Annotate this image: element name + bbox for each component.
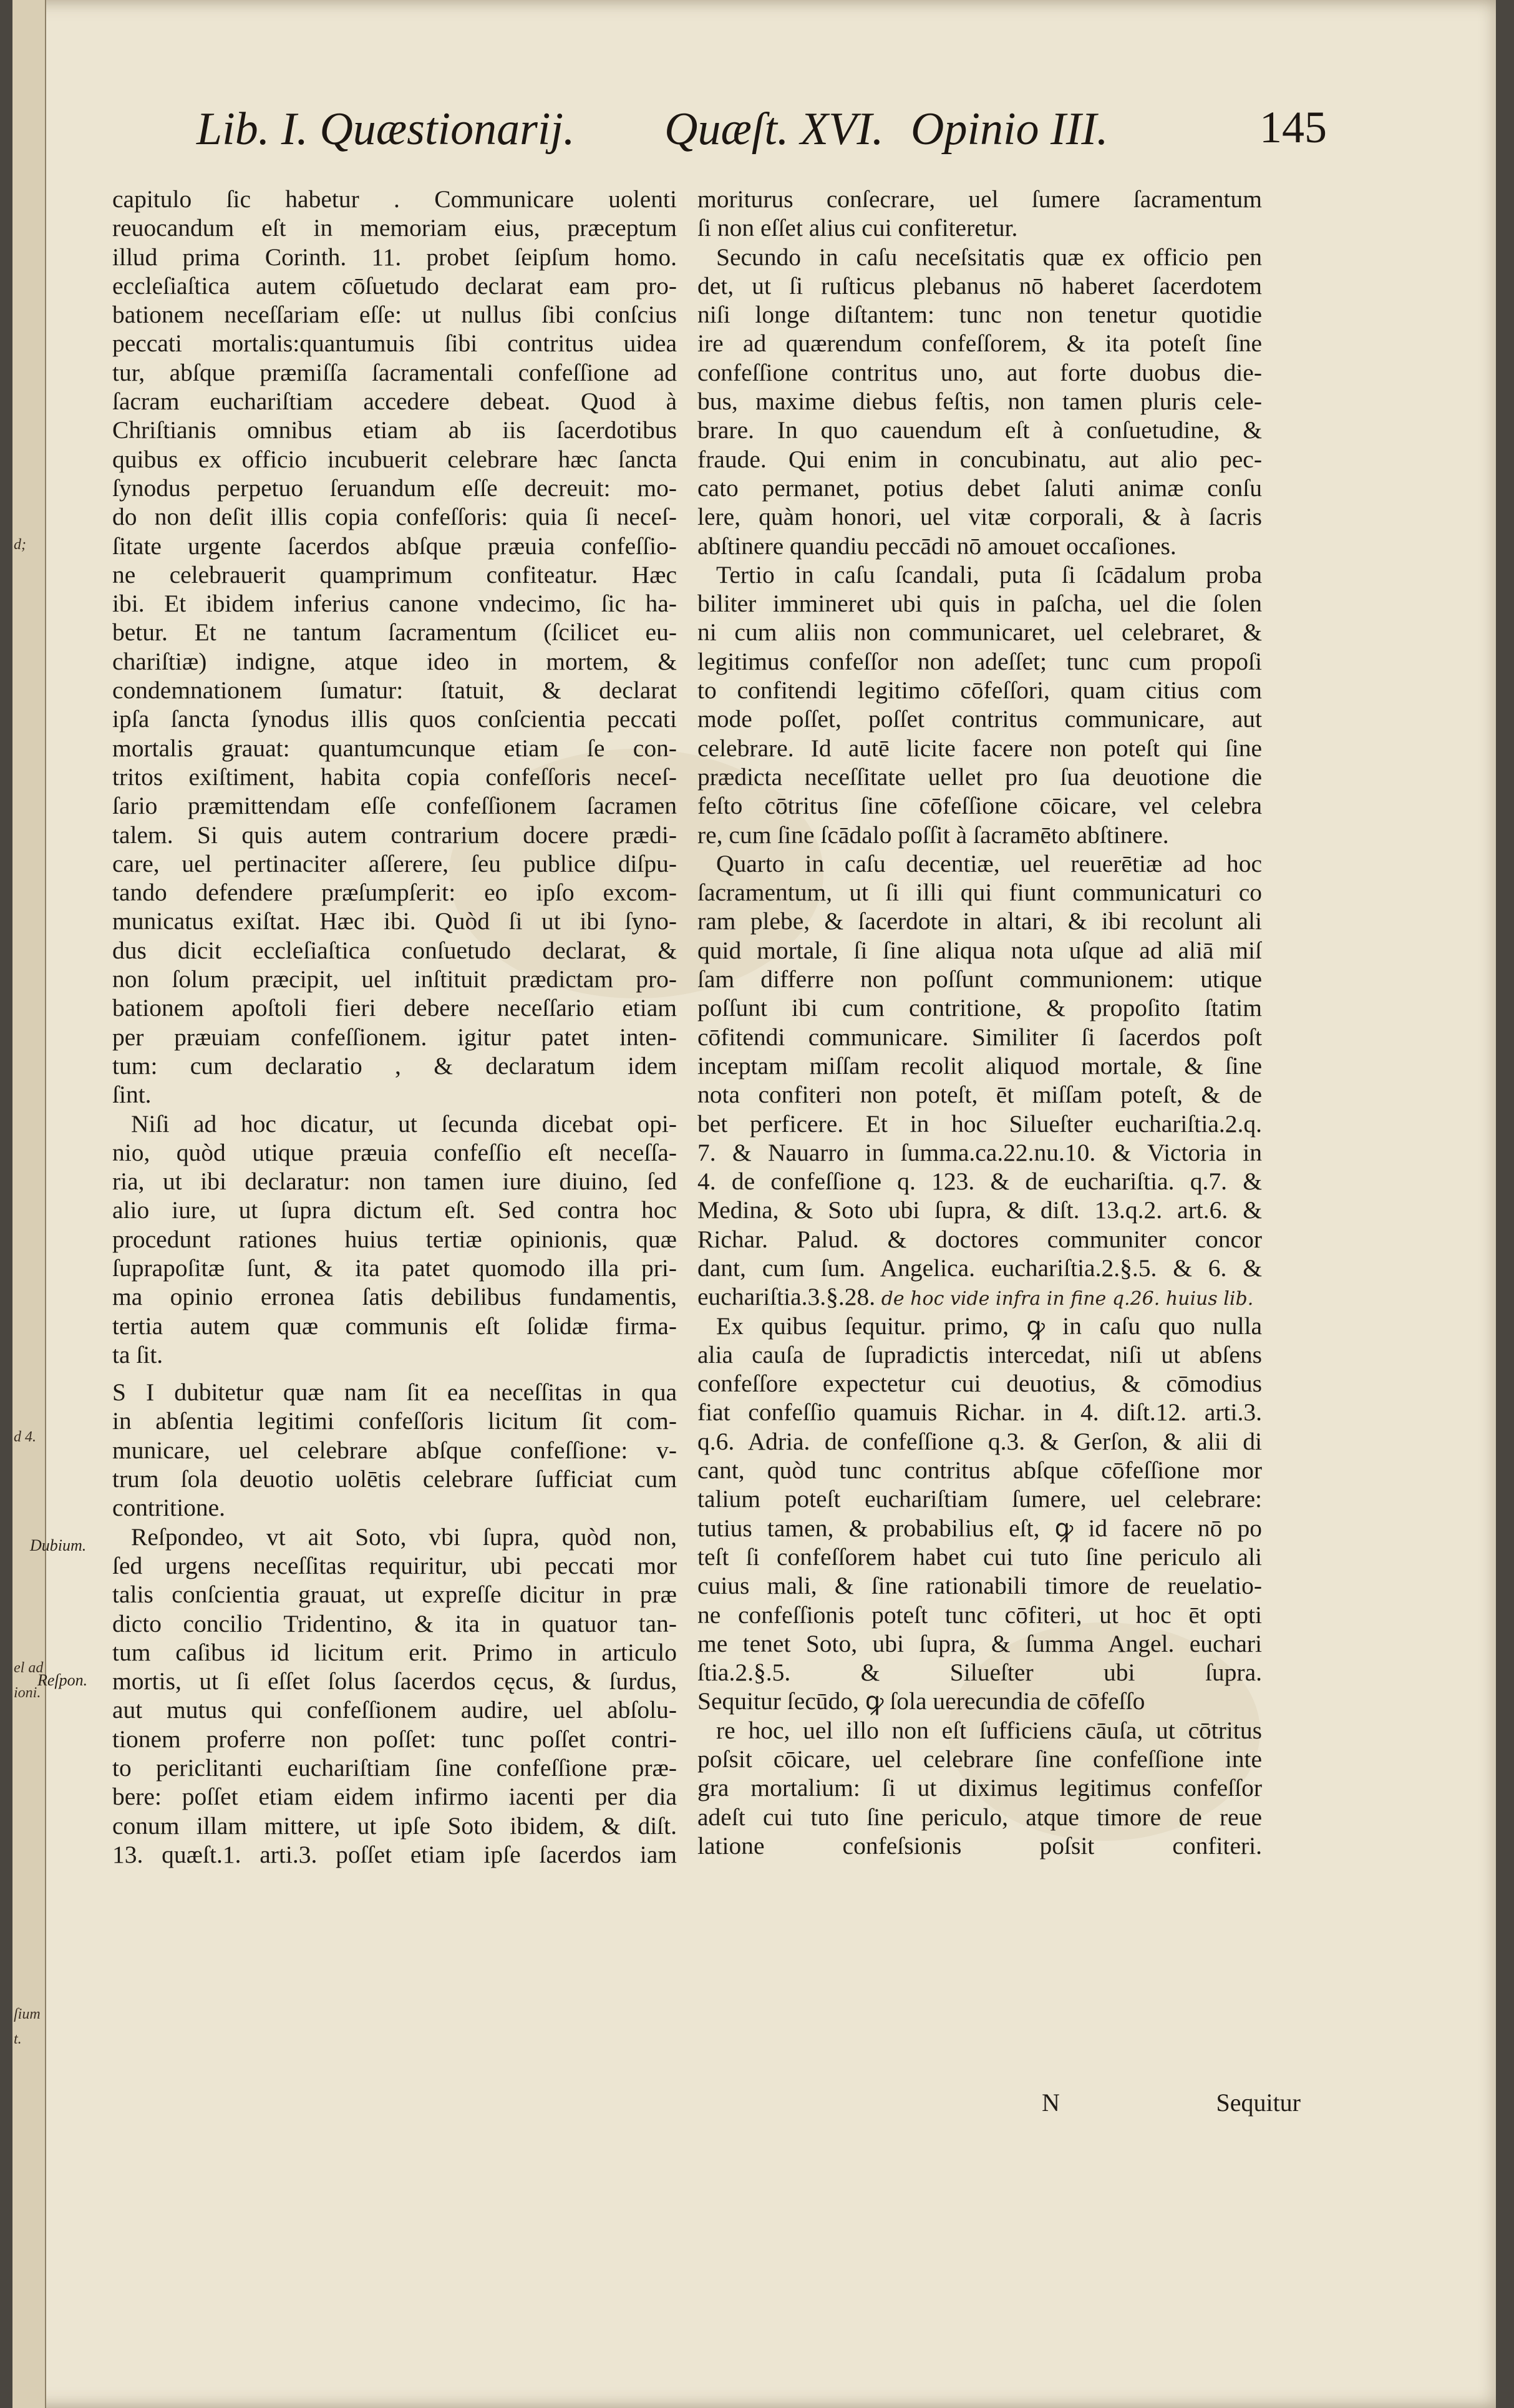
text-line: bus, maxime diebus feſtis, non tamen pluris cele-	[697, 388, 1262, 416]
text-line: det, ut ſi ruſticus plebanus nō haberet ſacerdotem	[697, 271, 1262, 300]
text-line: ne celebrauerit quamprimum confiteatur. Hæc	[112, 560, 677, 588]
right-text-column	[697, 185, 1262, 1860]
text-line: trum ſola deuotio uolētis celebrare ſufficiat cum	[112, 1465, 677, 1493]
text-line: non ſolum præcipit, uel inſtituit prædictam pro-	[112, 965, 677, 993]
previous-page-edge	[12, 0, 46, 2408]
text-line: 7. & Nauarro in ſumma.ca.22.nu.10. & Victoria in	[697, 1138, 1262, 1166]
text-line: ma opinio erronea ſatis debilibus fundamentis,	[112, 1283, 677, 1311]
text-line: Secundo in caſu neceſsitatis quæ ex officio pen	[716, 243, 1262, 271]
text-line: ſynodus perpetuo ſeruandum eſſe decreuit: mo-	[112, 474, 677, 502]
text-line: ſtia.2.§.5. & Silueſter ubi ſupra.	[697, 1659, 1262, 1687]
book-page	[12, 0, 1496, 2408]
text-line: Niſi ad hoc dicatur, ut ſecunda dicebat opi-	[131, 1109, 677, 1138]
text-line: mortis, ut ſi eſſet ſolus ſacerdos cęcus, & ſurdus,	[112, 1667, 677, 1695]
margin-note-dubium: Dubium.	[30, 1536, 87, 1554]
text-line: ſed urgens neceſſitas requiritur, ubi peccati mor	[112, 1551, 677, 1579]
text-line: ta ſit.	[112, 1340, 163, 1368]
text-line: ſacram euchariſtiam accedere debeat. Quod à	[112, 388, 677, 416]
text-line: dant, cum ſum. Angelica. euchariſtia.2.§.5. & 6. &	[697, 1254, 1262, 1282]
text-line: to periclitanti euchariſtiam ſine confeſſione præ-	[112, 1754, 677, 1782]
text-line: nio, quòd utique præuia confeſſio eſt neceſſa-	[112, 1138, 677, 1166]
text-line: Ex quibus ſequitur. primo, ꝙ in caſu quo nulla	[716, 1312, 1262, 1340]
catchword: Sequitur	[1216, 2089, 1301, 2117]
text-line: alio iure, ut ſupra dictum eſt. Sed contra hoc	[112, 1196, 677, 1224]
text-line: bere: poſſet etiam eidem infirmo iacenti per dia	[112, 1783, 677, 1811]
text-line: conum illam mittere, ut ipſe Soto ibidem, & diſt.	[112, 1811, 677, 1840]
text-line: latione confeſsionis poſsit confiteri.	[697, 1831, 1262, 1860]
opinion-label: Opinio III.	[911, 104, 1109, 155]
text-line: moriturus conſecrare, uel ſumere ſacramentum	[697, 185, 1262, 213]
text-line: do non deſit illis copia confeſſoris: quia ſi neceſ-	[112, 503, 677, 531]
text-line: celebrare. Id autē licite facere non poteſt qui ſine	[697, 734, 1262, 762]
text-line: nota confiteri non poteſt, ēt miſſam poteſt, & de	[697, 1081, 1262, 1109]
prev-page-fragment: ioni.	[14, 1685, 41, 1701]
text-line: lere, quàm honori, uel vitæ corporali, & à ſacris	[697, 503, 1262, 531]
text-line: per præuiam confeſſionem. igitur patet inten-	[112, 1023, 677, 1051]
text-line: ria, ut ibi declaratur: non tamen iure diuino, ſed	[112, 1167, 677, 1196]
text-line: q.6. Adria. de confeſſione q.3. & Gerſon, & alii di	[697, 1427, 1262, 1455]
text-line: fiat confeſſio quamuis Richar. in 4. diſt.12. arti.3.	[697, 1398, 1262, 1426]
text-line: peccati mortalis:quantumuis ſibi contritus uidea	[112, 329, 677, 358]
text-line: ſam differre non poſſunt communionem: utique	[697, 965, 1262, 993]
text-line: in abſentia legitimi confeſſoris licitum ſit com-	[112, 1407, 677, 1435]
text-line: ni cum aliis non communicaret, uel celebraret, &	[697, 618, 1262, 646]
text-line: quid mortale, ſi ſine aliqua nota uſque ad aliā miſ	[697, 936, 1262, 964]
text-line: poſsit cōicare, uel celebrare ſine confeſſione inte	[697, 1745, 1262, 1773]
text-line: bet perficere. Et in hoc Silueſter euchariſtia.2.q.	[697, 1109, 1262, 1138]
text-line: bationem apoſtoli fieri debere neceſſario etiam	[112, 994, 677, 1022]
text-line: biliter immineret ubi quis in paſcha, uel die ſolen	[697, 590, 1262, 618]
text-line: prædicta neceſſitate uellet pro ſua deuotione die	[697, 763, 1262, 791]
text-line: mode poſſet, poſſet contritus communicare, aut	[697, 705, 1262, 733]
question-label: Quæſt. XVI.	[664, 104, 884, 155]
text-line: tutius tamen, & probabilius eſt, ꝙ id facere nō po	[697, 1514, 1262, 1542]
text-line: talem. Si quis autem contrarium docere prædi-	[112, 821, 677, 849]
text-line: tando defendere præſumpſerit: eo ipſo excom-	[112, 879, 677, 907]
text-line: Reſpondeo, vt ait Soto, vbi ſupra, quòd non,	[131, 1523, 677, 1551]
text-line: tum: cum declaratio , & declaratum idem	[112, 1051, 677, 1080]
signature-mark: N	[1042, 2089, 1060, 2117]
text-line: tritos exiſtiment, habita copia confeſſoris neceſ-	[112, 763, 677, 791]
prev-page-fragment: d;	[14, 537, 26, 553]
text-line: quibus ex officio incubuerit celebrare hæc ſancta	[112, 445, 677, 473]
text-line: ram plebe, & ſacerdote in altari, & ibi recolunt ali	[697, 907, 1262, 935]
text-line: eccleſiaſtica autem cōſuetudo declarat eam pro-	[112, 271, 677, 300]
text-line: brare. In quo cauendum eſt à conſuetudine, &	[697, 416, 1262, 444]
text-line: me tenet Soto, ubi ſupra, & ſumma Angel. euchari	[697, 1629, 1262, 1657]
text-line: ſuprapoſitæ ſunt, & ita patet quomodo illa pri-	[112, 1254, 677, 1282]
text-line: fraude. Qui enim in concubinatu, aut alio pec-	[697, 445, 1262, 473]
text-line: aut mutus qui confeſſionem audire, uel abſolu-	[112, 1696, 677, 1724]
text-line: ne confeſſionis poteſt tunc cōfiteri, ut hoc ēt opti	[697, 1601, 1262, 1629]
prev-page-fragment: t.	[14, 2031, 22, 2047]
text-line: ſario præmittendam eſſe confeſſionem ſacramen	[112, 792, 677, 820]
text-line: tertia autem quæ communis eſt ſolidæ firma-	[112, 1312, 677, 1340]
text-line: condemnationem ſumatur: ſtatuit, & declarat	[112, 676, 677, 704]
text-line: Tertio in caſu ſcandali, puta ſi ſcādalum proba	[716, 560, 1262, 588]
text-line: municare, uel celebrare abſque confeſſione: v-	[112, 1436, 677, 1464]
text-line: adeſt cui tuto ſine periculo, atque timore de reue	[697, 1803, 1262, 1831]
text-line: municatus exiſtat. Hæc ibi. Quòd ſi ut ibi ſyno-	[112, 907, 677, 935]
text-line: talium poteſt euchariſtiam ſumere, uel celebrare:	[697, 1485, 1262, 1513]
text-line: procedunt rationes huius tertiæ opinionis, quæ	[112, 1225, 677, 1253]
left-text-column	[112, 185, 677, 1869]
text-line: 4. de confeſſione q. 123. & de euchariſtia. q.7. &	[697, 1167, 1262, 1196]
text-line: confeſſione contritus uno, aut forte duobus die-	[697, 358, 1262, 386]
text-line: ipſa ſancta ſynodus illis quos conſcientia peccati	[112, 705, 677, 733]
text-line: Quarto in caſu decentiæ, uel reuerētiæ ad hoc	[716, 849, 1262, 877]
text-line: S I dubitetur quæ nam ſit ea neceſſitas in qua	[112, 1378, 677, 1406]
text-line: mortalis grauat: quantumcunque etiam ſe con-	[112, 734, 677, 762]
margin-note-respon: Reſpon.	[37, 1671, 88, 1689]
text-line: cōfitendi communicare. Similiter ſi ſacerdos poſt	[697, 1023, 1262, 1051]
text-line: tionem proferre non poſſet: tunc poſſet contri-	[112, 1725, 677, 1753]
text-line: re hoc, uel illo non eſt ſufficiens cāuſa, ut cōtritus	[716, 1716, 1262, 1744]
text-line: Richar. Palud. & doctores communiter concor	[697, 1225, 1262, 1253]
text-line: to confitendi legitimo cōfeſſori, quam citius com	[697, 676, 1262, 704]
text-line: Chriſtianis omnibus etiam ab iis ſacerdotibus	[112, 416, 677, 444]
text-line: cato permanet, potius debet ſaluti animæ conſu	[697, 474, 1262, 502]
text-line: ſi non eſſet alius cui confiteretur.	[697, 214, 1018, 242]
text-line: ire ad quærendum confeſſorem, & ita poteſt ſine	[697, 329, 1262, 358]
text-line: legitimus confeſſor non adeſſet; tunc cum propoſi	[697, 647, 1262, 675]
text-line: abſtinere quandiu peccādi nō amouet occaſiones.	[697, 532, 1177, 560]
text-line: euchariſtia.3.§.28. de hoc vide infra in fine q.26. huius lib.	[697, 1283, 1254, 1311]
text-line: reuocandum eſt in memoriam eius, præceptum	[112, 214, 677, 242]
text-line: alia cauſa de ſupradictis intercedat, niſi ut abſens	[697, 1340, 1262, 1368]
text-line: 13. quæſt.1. arti.3. poſſet etiam ipſe ſacerdos iam	[112, 1840, 677, 1868]
text-line: cant, quòd tunc contritus abſque cōfeſſione mor	[697, 1456, 1262, 1484]
text-line: dicto concilio Tridentino, & ita in quatuor tan-	[112, 1609, 677, 1637]
page-footer	[1042, 2088, 1301, 2125]
text-line: care, uel pertinaciter aſſerere, ſeu publice diſpu-	[112, 849, 677, 877]
text-line: chariſtiæ) indigne, atque ideo in mortem, &	[112, 647, 677, 675]
text-line: ſint.	[112, 1081, 152, 1109]
text-line: inceptam miſſam recolit aliquod mortale, & ſine	[697, 1051, 1262, 1080]
text-line: teſt ſi confeſſorem habet cui tuto ſine periculo ali	[697, 1543, 1262, 1571]
text-line: talis conſcientia grauat, ut expreſſe dicitur in præ	[112, 1581, 677, 1609]
text-line: Medina, & Soto ubi ſupra, & diſt. 13.q.2. art.6. &	[697, 1196, 1262, 1224]
page-number: 145	[1259, 102, 1327, 152]
text-line: cuius mali, & ſine rationabili timore de reuelatio-	[697, 1572, 1262, 1600]
text-line: niſi longe diſtantem: tunc non tenetur quotidie	[697, 301, 1262, 329]
text-line: ſacramentum, ut ſi illi qui fiunt communicaturi co	[697, 879, 1262, 907]
prev-page-fragment: d 4.	[14, 1429, 36, 1445]
text-line: betur. Et ne tantum ſacramentum (ſcilicet eu-	[112, 618, 677, 646]
text-line: illud prima Corinth. 11. probet ſeipſum homo.	[112, 243, 677, 271]
running-header	[197, 102, 1327, 178]
text-line: capitulo ſic habetur . Communicare uolenti	[112, 185, 677, 213]
handwritten-annotation: de hoc vide infra in fine q.26. huius lib.	[875, 1288, 1254, 1310]
text-line: poſſunt ibi cum contritione, & propoſito ſtatim	[697, 994, 1262, 1022]
text-line: gra mortalium: ſi ut diximus legitimus confeſſor	[697, 1774, 1262, 1802]
text-line: ibi. Et ibidem inferius canone vndecimo, ſic ha-	[112, 590, 677, 618]
text-line: tum caſibus id licitum erit. Primo in articulo	[112, 1638, 677, 1666]
prev-page-fragment: el ad	[14, 1660, 44, 1676]
prev-page-fragment: ſium	[14, 2006, 41, 2022]
text-line: dus dicit eccleſiaſtica conſuetudo declarat, &	[112, 936, 677, 964]
text-line: ſitate urgente ſacerdos abſque præuia confeſſio-	[112, 532, 677, 560]
book-title: Lib. I. Quæstionarij.	[197, 104, 575, 155]
text-line: tur, abſque præmiſſa ſacramentali confeſſione ad	[112, 358, 677, 386]
text-line: re, cum ſine ſcādalo poſſit à ſacramēto abſtinere.	[697, 821, 1169, 849]
text-line: contritione.	[112, 1494, 225, 1522]
text-line: bationem neceſſariam eſſe: ut nullus ſibi conſcius	[112, 301, 677, 329]
text-line: Sequitur ſecūdo, ꝙ ſola uerecundia de cōfeſſo	[697, 1687, 1145, 1715]
text-line: confeſſore expectetur cui deuotius, & cōmodius	[697, 1370, 1262, 1398]
text-line: feſto cōtritus ſine cōfeſſione cōicare, vel celebra	[697, 792, 1262, 820]
